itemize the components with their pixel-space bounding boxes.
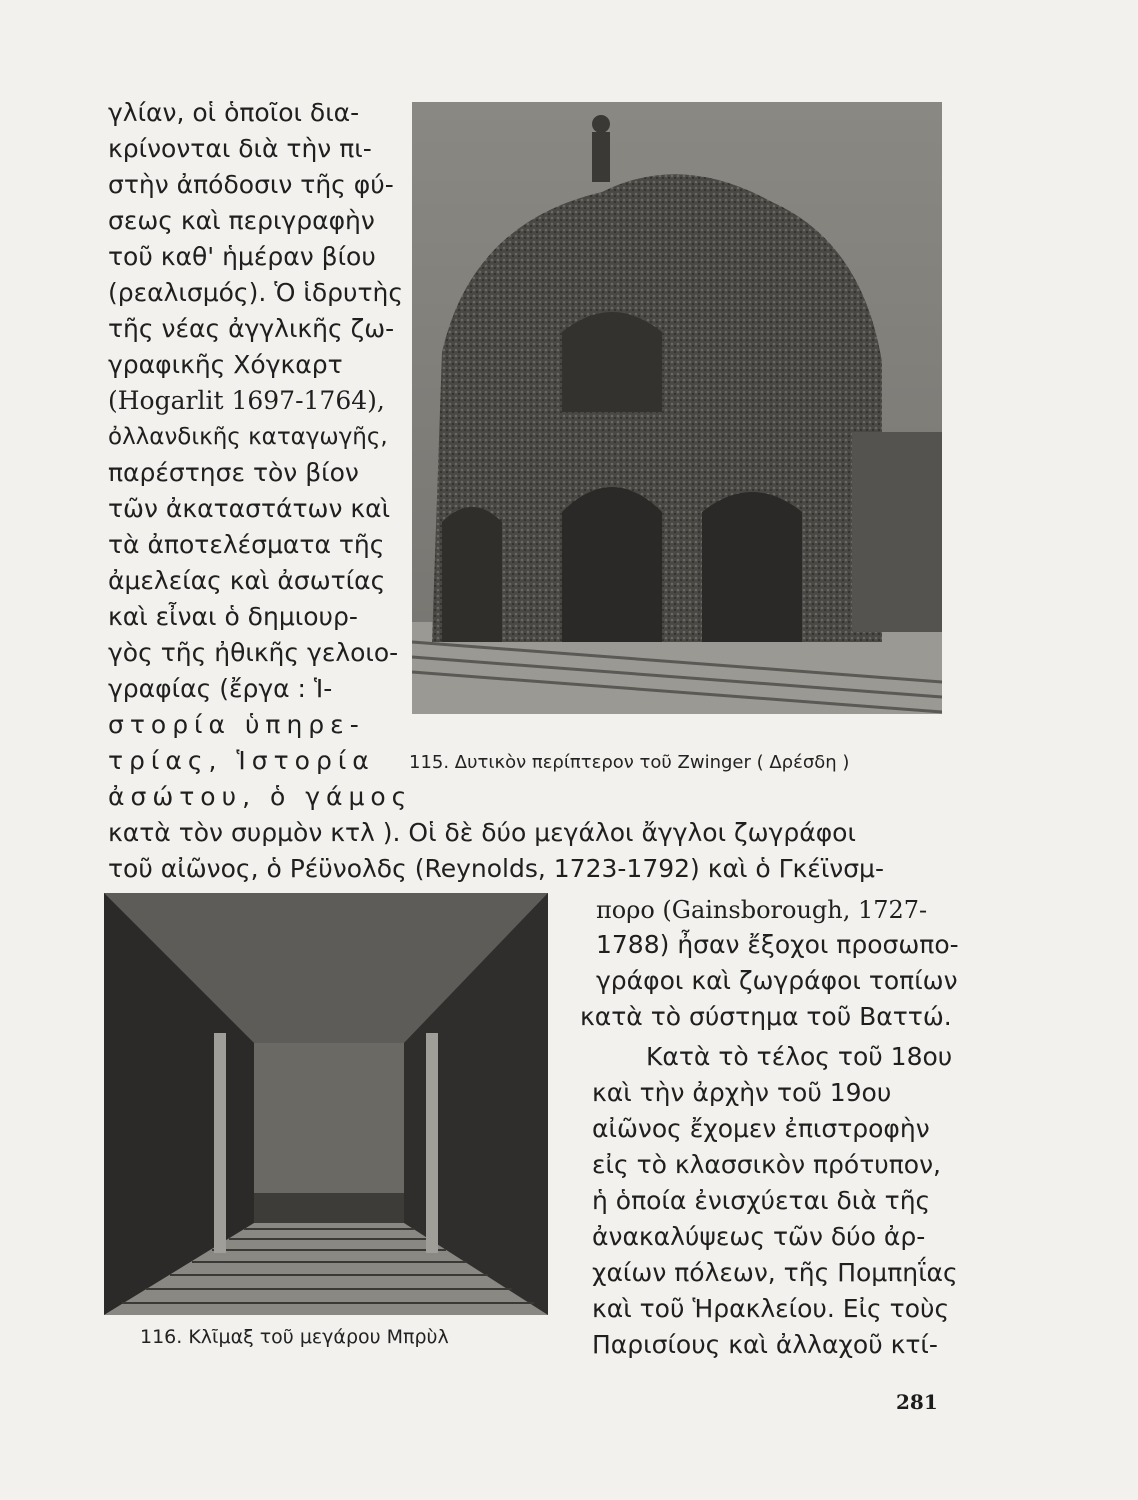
text-line: παρέστησε τὸν βίον: [108, 458, 359, 487]
text-line: Παρισίους καὶ ἀλλαχοῦ κτί-: [592, 1330, 938, 1359]
page-number: 281: [896, 1390, 938, 1414]
text-line: σεως καὶ περιγραφὴν: [108, 206, 375, 235]
text-line: πορο (Gainsborough, 1727-: [596, 896, 928, 924]
text-line: καὶ τὴν ἀρχὴν τοῦ 19ου: [592, 1078, 892, 1107]
text-line: τὰ ἀποτελέσματα τῆς: [108, 530, 385, 559]
text-line: γραφίας (ἔργα : Ἱ-: [108, 674, 333, 703]
text-line: στορία ὑπηρε-: [108, 710, 365, 739]
text-line: στὴν ἀπόδοσιν τῆς φύ-: [108, 170, 394, 199]
text-line: κατὰ τὸν συρμὸν κτλ ). Οἱ δὲ δύο μεγάλοι ἄγγλοι ζωγράφοι: [108, 818, 856, 847]
staircase-image: [104, 893, 548, 1315]
figure-115-photo: [412, 102, 942, 714]
figure-115-caption: 115. Δυτικὸν περίπτερον τοῦ Zwinger ( Δρέσδη ): [409, 752, 850, 773]
text-line: Κατὰ τὸ τέλος τοῦ 18ου: [646, 1042, 953, 1071]
figure-116-photo: [104, 893, 548, 1315]
text-line: καὶ τοῦ Ἡρακλείου. Εἰς τοὺς: [592, 1294, 950, 1323]
text-line: εἰς τὸ κλασσικὸν πρότυπον,: [592, 1150, 941, 1179]
text-line: τοῦ αἰῶνος, ὁ Ρέϋνολδς (Reynolds, 1723-1792) καὶ ὁ Γκέϊνσμ-: [108, 854, 884, 883]
text-line: τοῦ καθ' ἡμέραν βίου: [108, 242, 376, 271]
text-line: γραφικῆς Χόγκαρτ: [108, 350, 343, 379]
text-line: ἀνακαλύψεως τῶν δύο ἀρ-: [592, 1222, 926, 1251]
text-line: κατὰ τὸ σύστημα τοῦ Βαττώ.: [580, 1002, 952, 1031]
text-line: τρίας, Ἱστορία: [108, 746, 375, 775]
text-line: τῆς νέας ἀγγλικῆς ζω-: [108, 314, 395, 343]
text-line: ἡ ὁποία ἐνισχύεται διὰ τῆς: [592, 1186, 931, 1215]
text-line: γλίαν, οἱ ὁποῖοι δια-: [108, 98, 360, 127]
text-line: αἰῶνος ἔχομεν ἐπιστροφὴν: [592, 1114, 930, 1143]
figure-116-caption: 116. Κλῖμαξ τοῦ μεγάρου Μπρὺλ: [140, 1326, 449, 1348]
zwinger-pavilion-image: [412, 102, 942, 714]
text-line: καὶ εἶναι ὁ δημιουρ-: [108, 602, 358, 631]
text-line: κρίνονται διὰ τὴν πι-: [108, 134, 372, 163]
text-line: γὸς τῆς ἠθικῆς γελοιο-: [108, 638, 399, 667]
text-line: (Hogarlit 1697-1764),: [108, 386, 385, 415]
text-line: χαίων πόλεων, τῆς Πομπηΐας: [592, 1258, 958, 1287]
text-line: 1788) ἦσαν ἔξοχοι προσωπο-: [596, 930, 959, 959]
text-line: τῶν ἀκαταστάτων καὶ: [108, 494, 391, 523]
text-line: γράφοι καὶ ζωγράφοι τοπίων: [596, 966, 958, 995]
text-line: ἀσώτου, ὁ γάμος: [108, 782, 413, 811]
text-line: ἀμελείας καὶ ἀσωτίας: [108, 566, 386, 595]
text-line: ὀλλανδικῆς καταγωγῆς,: [108, 424, 388, 450]
text-line: (ρεαλισμός). Ὁ ἱδρυτὴς: [108, 278, 404, 307]
